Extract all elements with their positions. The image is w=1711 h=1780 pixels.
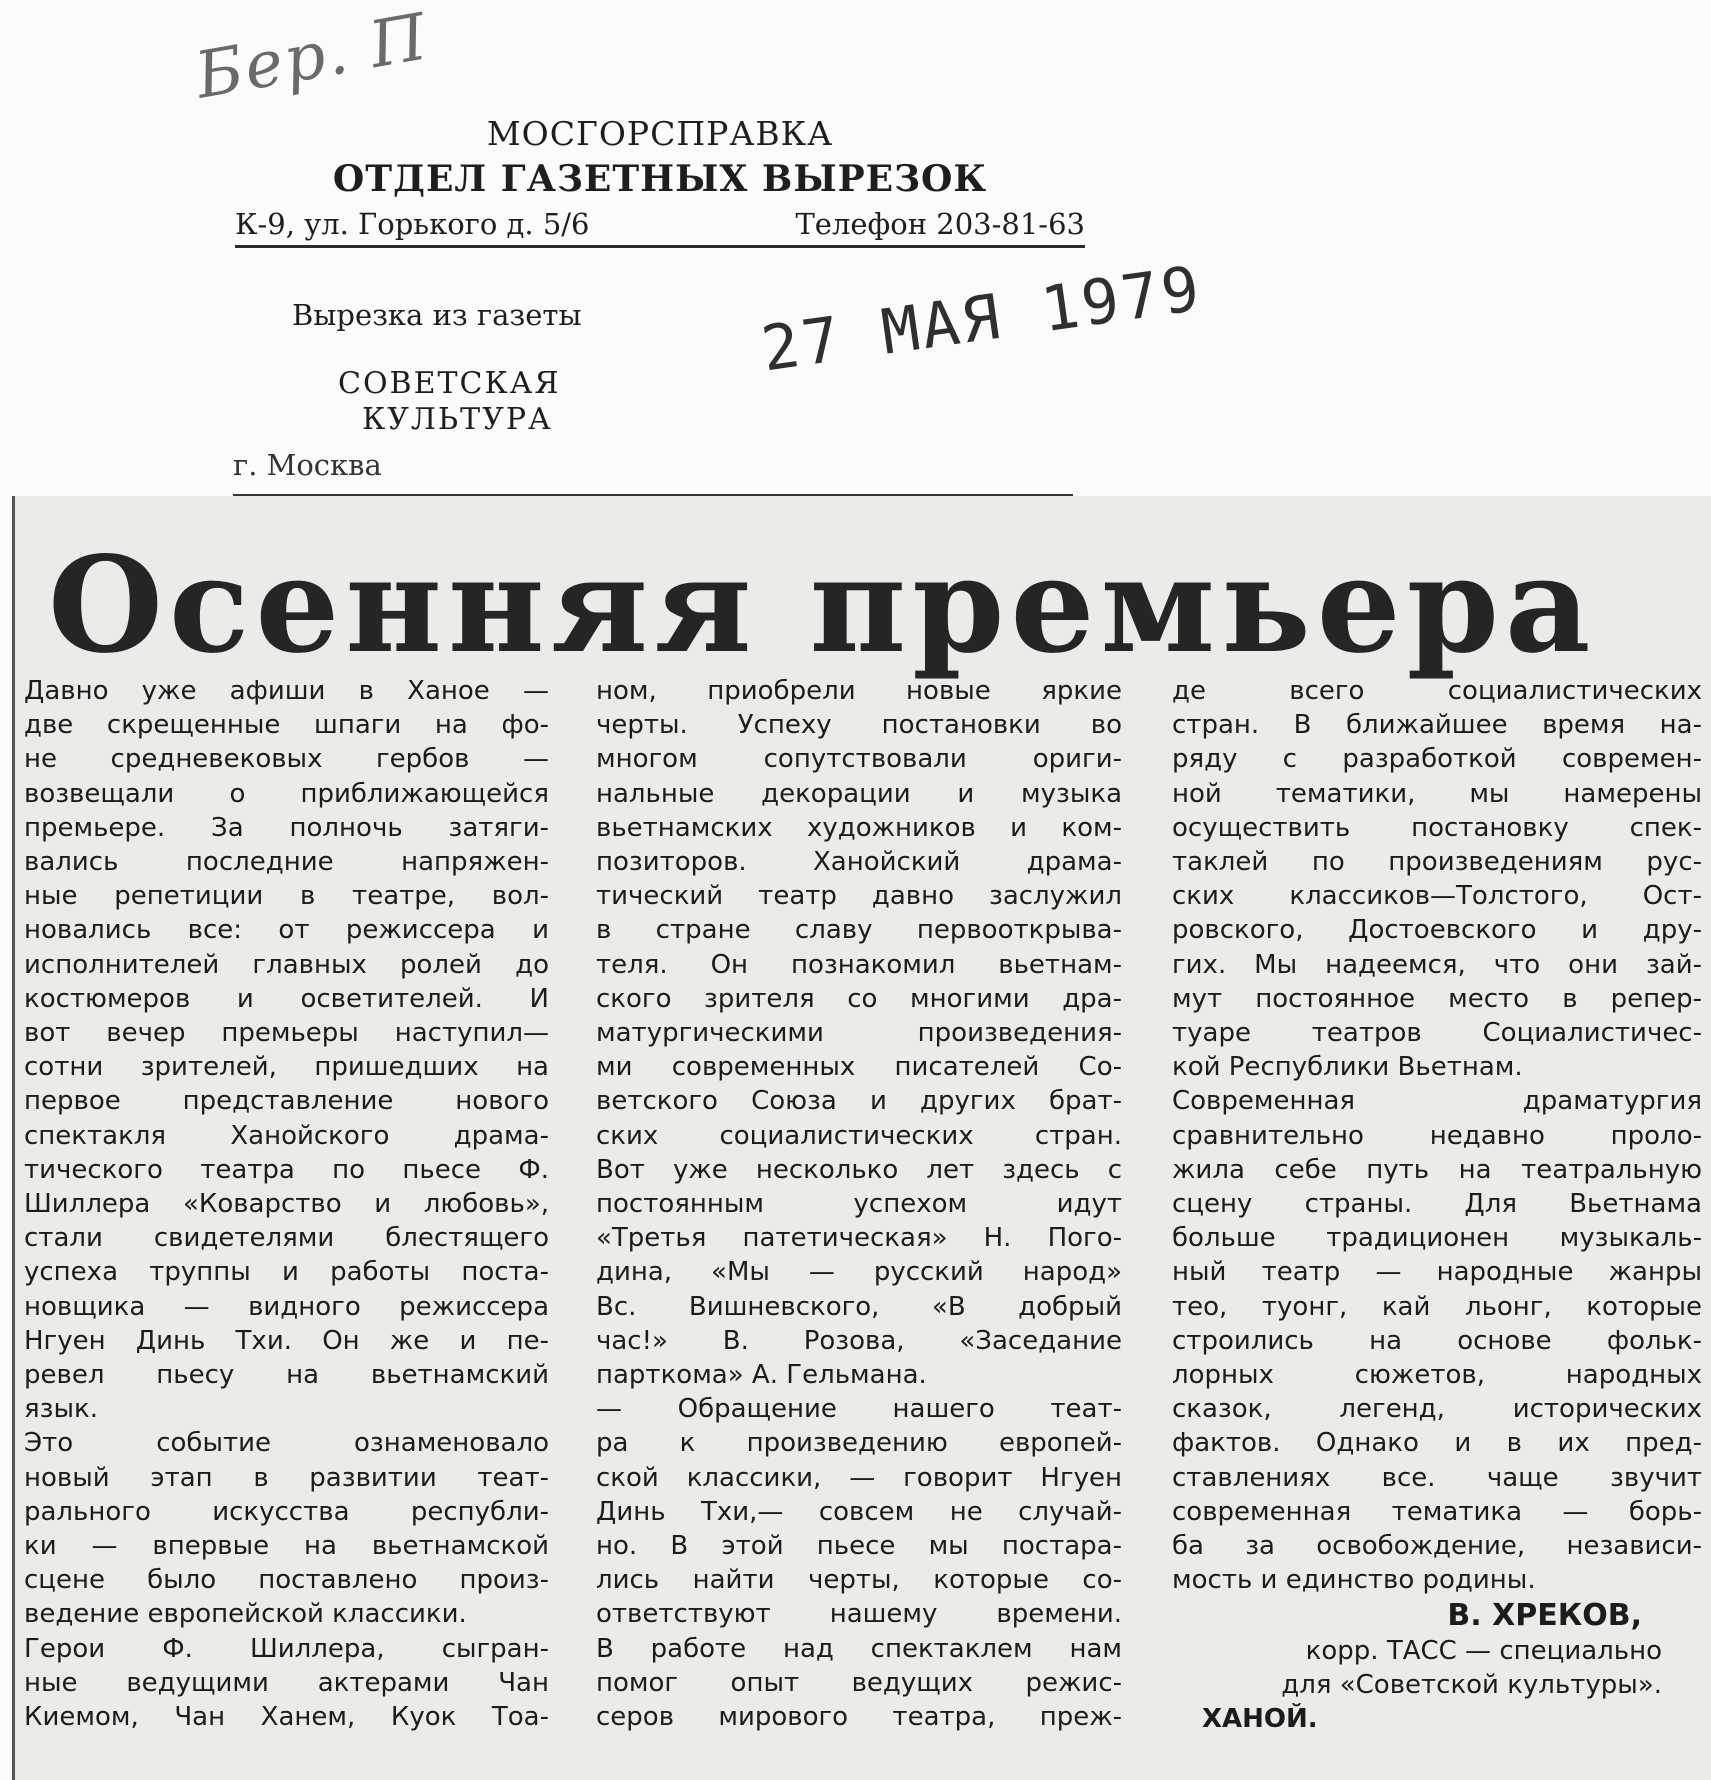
article-line: современная тематика — борь- (1172, 1496, 1702, 1527)
article-line: Современная драматургия (1172, 1086, 1702, 1117)
article-line: сравнительно недавно проло- (1172, 1120, 1702, 1151)
article-line: Динь Тхи,— совсем не случай- (596, 1496, 1122, 1527)
article-line: гих. Мы надеемся, что они зай- (1172, 949, 1702, 980)
article-line: позиторов. Ханойский драма- (596, 847, 1122, 878)
article-line: новщика — видного режиссера (24, 1291, 549, 1322)
article-line: Вс. Вишневского, «В добрый (596, 1291, 1122, 1322)
article-line: первое представление нового (24, 1086, 549, 1117)
article-line: ный театр — народные жанры (1172, 1257, 1702, 1288)
article-line: вот вечер премьеры наступил— (24, 1018, 549, 1049)
author-role-line2: для «Советской культуры». (1281, 1669, 1662, 1700)
article-line: теля. Он познакомил вьетнам- (596, 949, 1122, 980)
article-line: сцену страны. Для Вьетнама (1172, 1189, 1702, 1220)
article-line: стран. В ближайшее время на- (1172, 710, 1702, 741)
article-line: ревел пьесу на вьетнамский (24, 1360, 549, 1391)
article-line: — Обращение нашего теат- (596, 1394, 1122, 1425)
article-line: ветского Союза и других брат- (596, 1086, 1122, 1117)
article-line: больше традиционен музыкаль- (1172, 1223, 1702, 1254)
article-line: таклей по произведениям рус- (1172, 847, 1702, 878)
agency-name: МОСГОРСПРАВКА (486, 114, 834, 153)
newspaper-city: г. Москва (233, 448, 382, 482)
article-line: туаре театров Социалистичес- (1172, 1018, 1702, 1049)
article-line: две скрещенные шпаги на фо- (24, 710, 549, 741)
article-headline: Осенняя премьера (48, 528, 1597, 683)
article-line: ских классиков—Толстого, Ост- (1172, 881, 1702, 912)
article-line: вьетнамских художников и ком- (596, 812, 1122, 843)
article-line: костюмеров и осветителей. И (24, 983, 549, 1014)
article-line: ми современных писателей Со- (596, 1052, 1122, 1083)
article-line: ные ведущими актерами Чан (24, 1667, 549, 1698)
article-line: ба за освобождение, независи- (1172, 1531, 1702, 1562)
article-line: рального искусства республи- (24, 1496, 549, 1527)
article-line: сотни зрителей, пришедших на (24, 1052, 549, 1083)
agency-contact-row (235, 207, 1085, 248)
article-line: ки — впервые на вьетнамской (24, 1531, 549, 1562)
newspaper-name-line2: КУЛЬТУРА (362, 402, 553, 437)
article-line: язык. (24, 1394, 98, 1425)
article-column-1 (24, 674, 549, 1734)
article-line: сцене было поставлено произ- (24, 1565, 549, 1596)
article-line: Нгуен Динь Тхи. Он же и пе- (24, 1325, 549, 1356)
article-line: ном, приобрели новые яркие (596, 676, 1122, 706)
article-column-3 (1172, 674, 1702, 1736)
article-line: Давно уже афиши в Ханое — (24, 676, 549, 706)
article-line: новались все: от режиссера и (24, 915, 549, 946)
article-line: серов мирового театра, преж- (596, 1702, 1122, 1733)
author-role-line1: корр. ТАСС — специально (1305, 1635, 1662, 1666)
article-line: Шиллера «Коварство и любовь», (24, 1189, 549, 1220)
article-line: в стране славу первооткрыва- (596, 915, 1122, 946)
article-line: стали свидетелями блестящего (24, 1223, 549, 1254)
article-line: возвещали о приближающейся (24, 778, 549, 809)
article-line: но. В этой пьесе мы постара- (596, 1531, 1122, 1562)
article-line: сказок, легенд, исторических (1172, 1394, 1702, 1425)
article-line: нальные декорации и музыка (596, 778, 1122, 809)
article-line: тический театр давно заслужил (596, 881, 1122, 912)
agency-phone: Телефон 203-81-63 (795, 207, 1085, 241)
source-label: Вырезка из газеты (292, 298, 582, 332)
article-line: де всего социалистических (1172, 676, 1702, 706)
article-line: ра к произведению европей- (596, 1428, 1122, 1459)
article-line: мость и единство родины. (1172, 1565, 1536, 1596)
article-dateline: ХАНОЙ. (1202, 1704, 1318, 1735)
article-line: постоянным успехом идут (596, 1189, 1122, 1220)
article-line: парткома» А. Гельмана. (596, 1360, 927, 1391)
article-line: ведение европейской классики. (24, 1599, 467, 1630)
article-line: кой Республики Вьетнам. (1172, 1052, 1523, 1083)
article-line: вались последние напряжен- (24, 847, 549, 878)
article-line: ской классики, — говорит Нгуен (596, 1462, 1122, 1493)
article-line: тео, туонг, кай льонг, которые (1172, 1291, 1702, 1322)
article-line: помог опыт ведущих режис- (596, 1667, 1122, 1698)
article-line: осуществить постановку спек- (1172, 812, 1702, 843)
article-line: ответствуют нашему времени. (596, 1599, 1122, 1630)
article-line: Киемом, Чан Ханем, Куок Тоа- (24, 1702, 549, 1733)
article-line: черты. Успеху постановки во (596, 710, 1122, 741)
article-line: «Третья патетическая» Н. Пого- (596, 1223, 1122, 1254)
article-line: мут постоянное место в репер- (1172, 983, 1702, 1014)
article-line: Вот уже несколько лет здесь с (596, 1154, 1122, 1185)
article-line: тического театра по пьесе Ф. (24, 1154, 549, 1185)
article-line: лорных сюжетов, народных (1172, 1360, 1702, 1391)
article-line: жила себе путь на театральную (1172, 1154, 1702, 1185)
article-line: В работе над спектаклем нам (596, 1633, 1122, 1664)
article-line: многом сопутствовали ориги- (596, 744, 1122, 775)
article-line: Это событие ознаменовало (24, 1428, 549, 1459)
article-line: час!» В. Розова, «Заседание (596, 1325, 1122, 1356)
article-column-2 (596, 674, 1122, 1734)
article-line: Герои Ф. Шиллера, сыгран- (24, 1633, 549, 1664)
article-line: ставлениях все. чаще звучит (1172, 1462, 1702, 1493)
article-line: спектакля Ханойского драма- (24, 1120, 549, 1151)
article-line: фактов. Однако и в их пред- (1172, 1428, 1702, 1459)
article-line: новый этап в развитии теат- (24, 1462, 549, 1493)
handwritten-note: Бер. П (190, 0, 435, 114)
article-line: исполнителей главных ролей до (24, 949, 549, 980)
newspaper-name-line1: СОВЕТСКАЯ (338, 366, 561, 401)
article-line: ровского, Достоевского и дру- (1172, 915, 1702, 946)
author-name: В. ХРЕКОВ, (1447, 1598, 1642, 1634)
article-line: дина, «Мы — русский народ» (596, 1257, 1122, 1288)
date-stamp: 27 МАЯ 1979 (757, 251, 1207, 386)
article-line: не средневековых гербов — (24, 744, 549, 775)
article-line: ских социалистических стран. (596, 1120, 1122, 1151)
article-line: ные репетиции в театре, вол- (24, 881, 549, 912)
article-line: премьере. За полночь затяги- (24, 812, 549, 843)
article-line: строились на основе фольк- (1172, 1325, 1702, 1356)
agency-address: К-9, ул. Горького д. 5/6 (235, 207, 590, 241)
article-line: матургическими произведения- (596, 1018, 1122, 1049)
article-line: лись найти черты, которые со- (596, 1565, 1122, 1596)
article-line: ского зрителя со многими дра- (596, 983, 1122, 1014)
article-line: ряду с разработкой современ- (1172, 744, 1702, 775)
article-line: успеха труппы и работы поста- (24, 1257, 549, 1288)
agency-department: ОТДЕЛ ГАЗЕТНЫХ ВЫРЕЗОК (332, 158, 988, 200)
article-line: ной тематики, мы намерены (1172, 778, 1702, 809)
